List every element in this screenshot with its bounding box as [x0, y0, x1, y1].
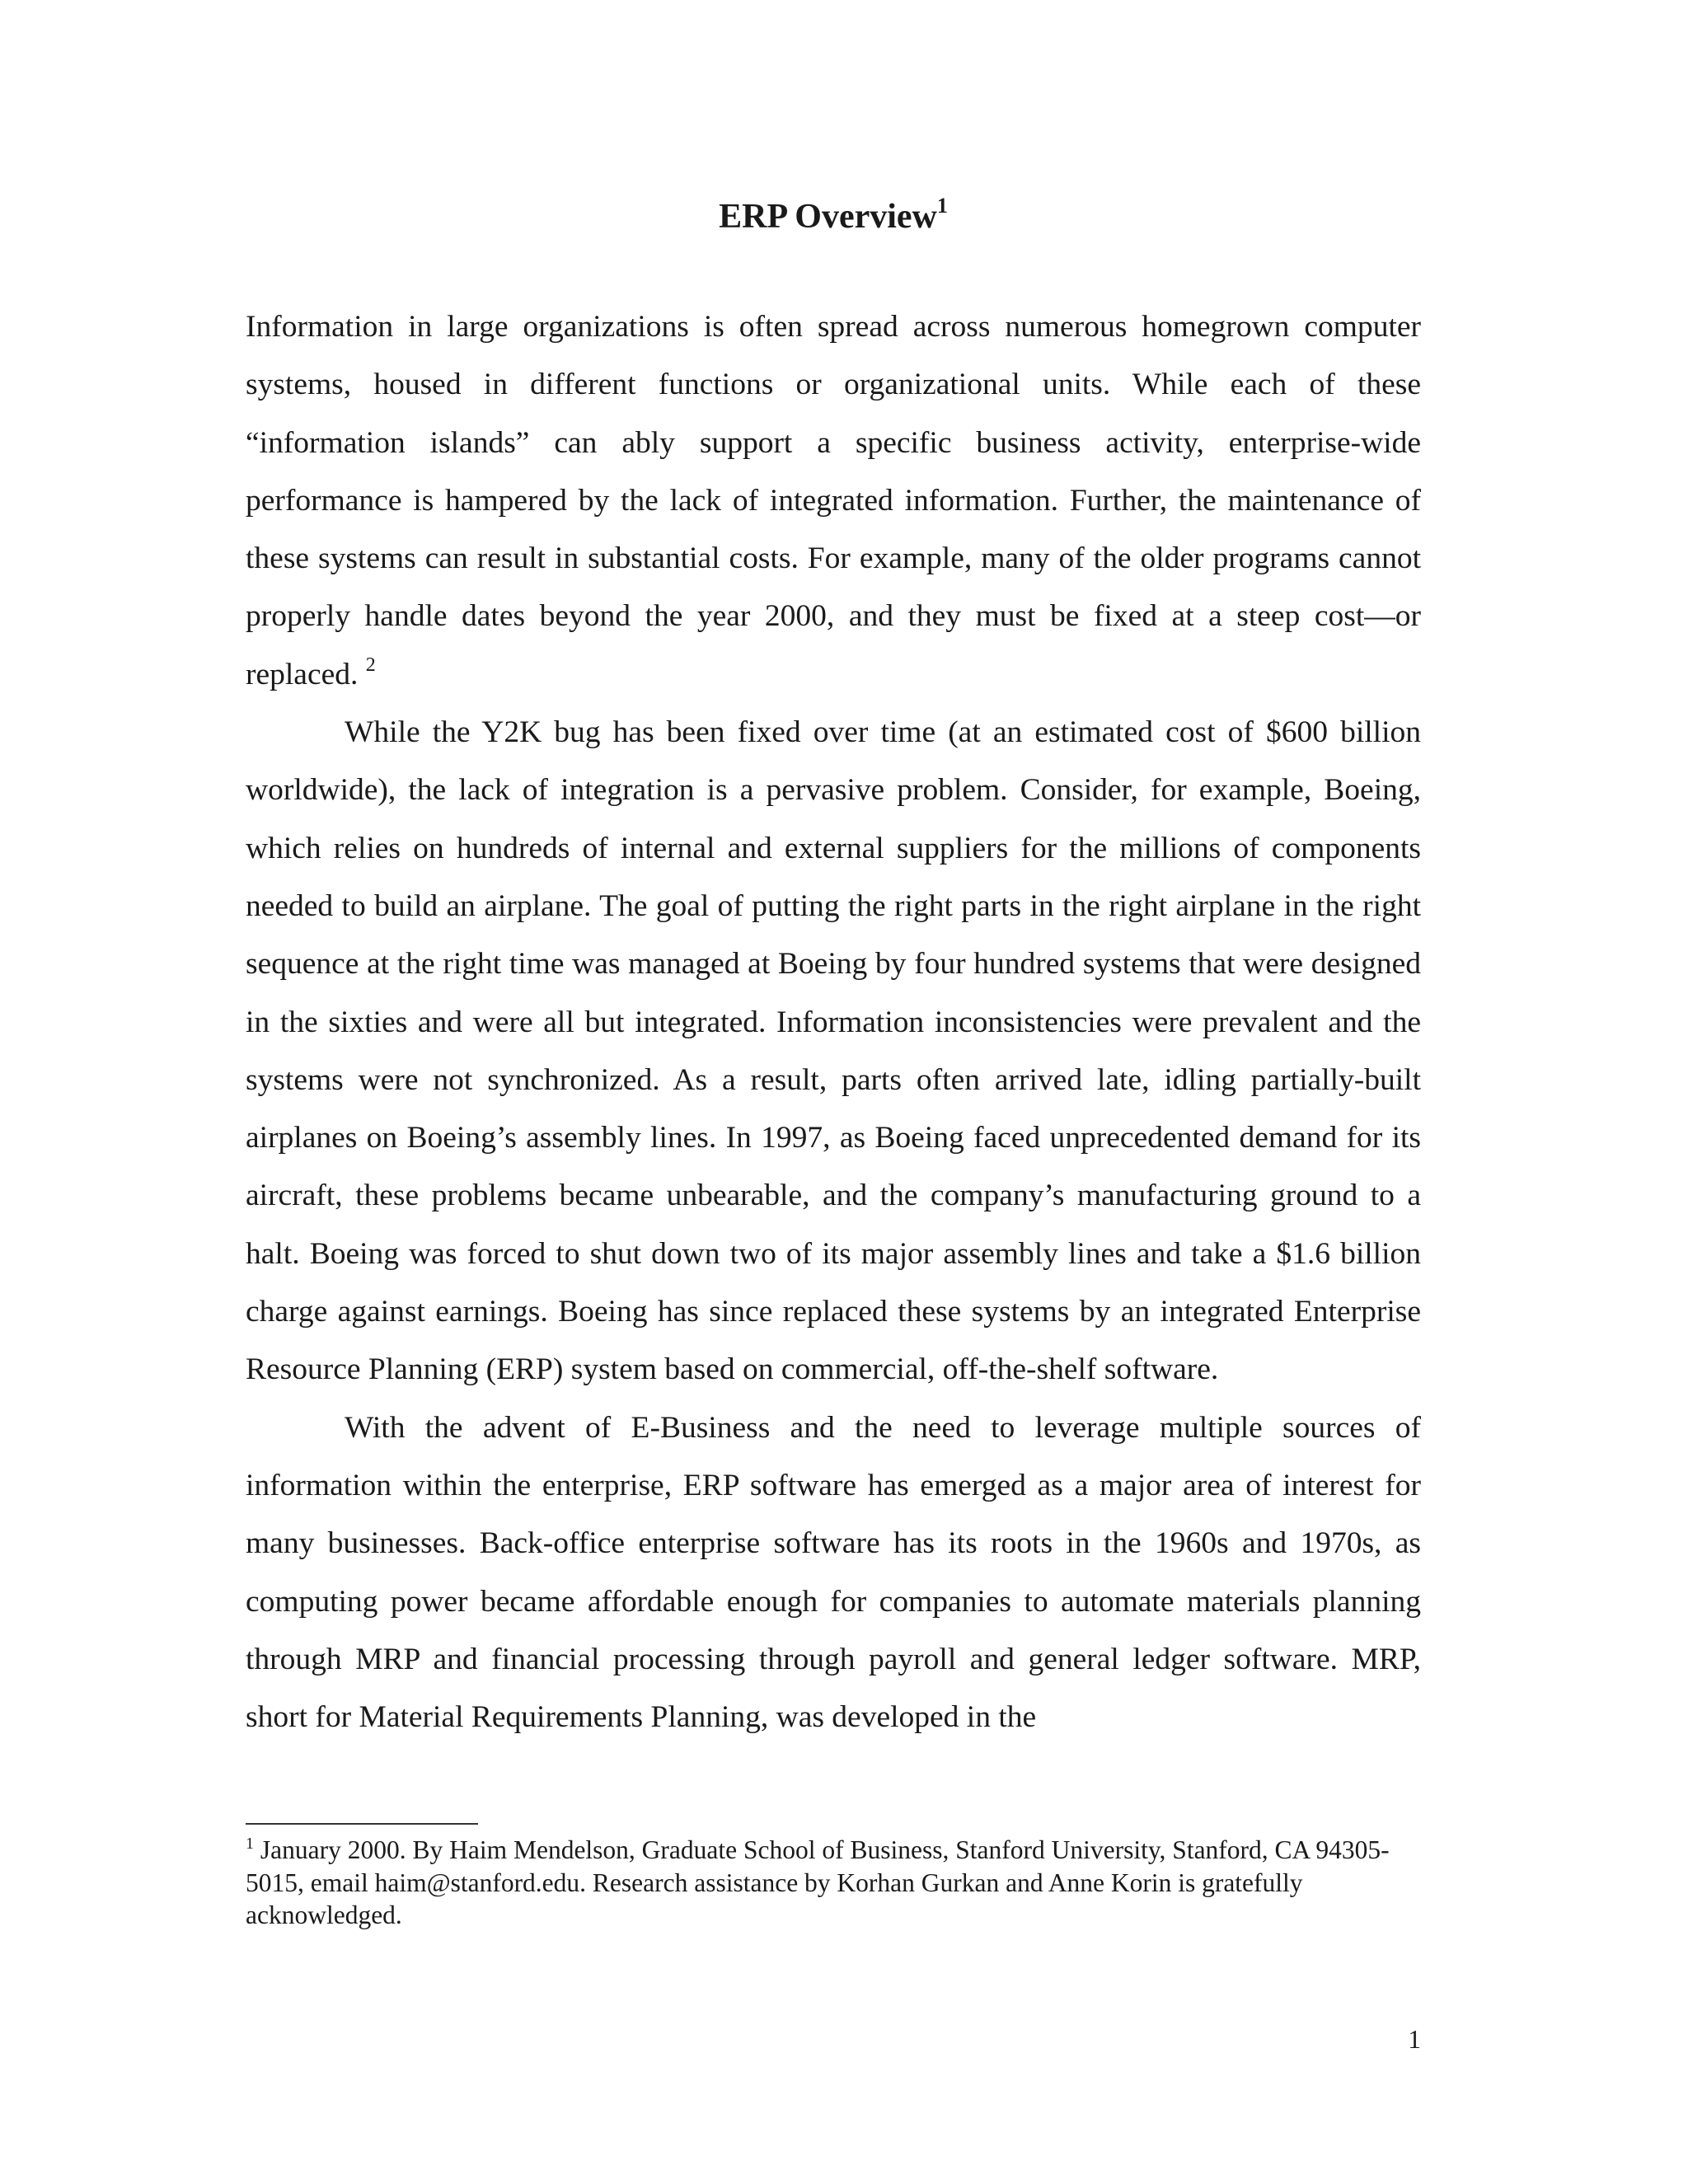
footnote-separator [246, 1823, 478, 1825]
page-number: 1 [1408, 2025, 1421, 2054]
footnote-text: January 2000. By Haim Mendelson, Graduate School of Business, Stanford University, Stanford, CA 94305-5015, email haim@stanford.edu. Research assistance by Korhan Gurkan and Anne Korin is gratefully acknowledged. [246, 1835, 1390, 1929]
paragraph-1-text: Information in large organizations is often spread across numerous homegrown computer systems, housed in different functions or organizational units. While each of these “information islands” can ably support a specific business activity, enterprise-wide performance is hampered by the lack of integrated information. Further, the maintenance of these systems can result in substantial costs. For example, many of the older programs cannot properly handle dates beyond the year 2000, and they must be fixed at a steep cost—or replaced. [246, 310, 1421, 691]
paragraph-2: While the Y2K bug has been fixed over time (at an estimated cost of $600 billion worldwide), the lack of integration is a pervasive problem. Consider, for example, Boeing, which relies on hundreds of internal and external suppliers for the millions of components needed to build an airplane. The goal of putting the right parts in the right airplane in the right sequence at the right time was managed at Boeing by four hundred systems that were designed in the sixties and were all but integrated. Information inconsistencies were prevalent and the systems were not synchronized. As a result, parts often arrived late, idling partially-built airplanes on Boeing’s assembly lines. In 1997, as Boeing faced unprecedented demand for its aircraft, these problems became unbearable, and the company’s manufacturing ground to a halt. Boeing was forced to shut down two of its major assembly lines and take a $1.6 billion charge against earnings. Boeing has since replaced these systems by an integrated Enterprise Resource Planning (ERP) system based on commercial, off-the-shelf software. [246, 715, 1421, 1387]
paragraph-1 [246, 298, 1421, 704]
title-footnote-marker: 1 [936, 194, 948, 218]
footnote-marker-2: 2 [365, 654, 376, 676]
footnote [246, 1834, 1421, 1932]
title-text: ERP Overview [719, 198, 937, 236]
body-text [246, 298, 1421, 1746]
page-title [246, 194, 1421, 240]
paragraph-3: With the advent of E-Business and the need to leverage multiple sources of information within the enterprise, ERP software has emerged as a major area of interest for many businesses. Back-office enterprise software has its roots in the 1960s and 1970s, as computing power became affordable enough for companies to automate materials planning through MRP and financial processing through payroll and general ledger software. MRP, short for Material Requirements Planning, was developed in the [246, 1410, 1421, 1735]
footnote-marker: 1 [246, 1835, 254, 1853]
